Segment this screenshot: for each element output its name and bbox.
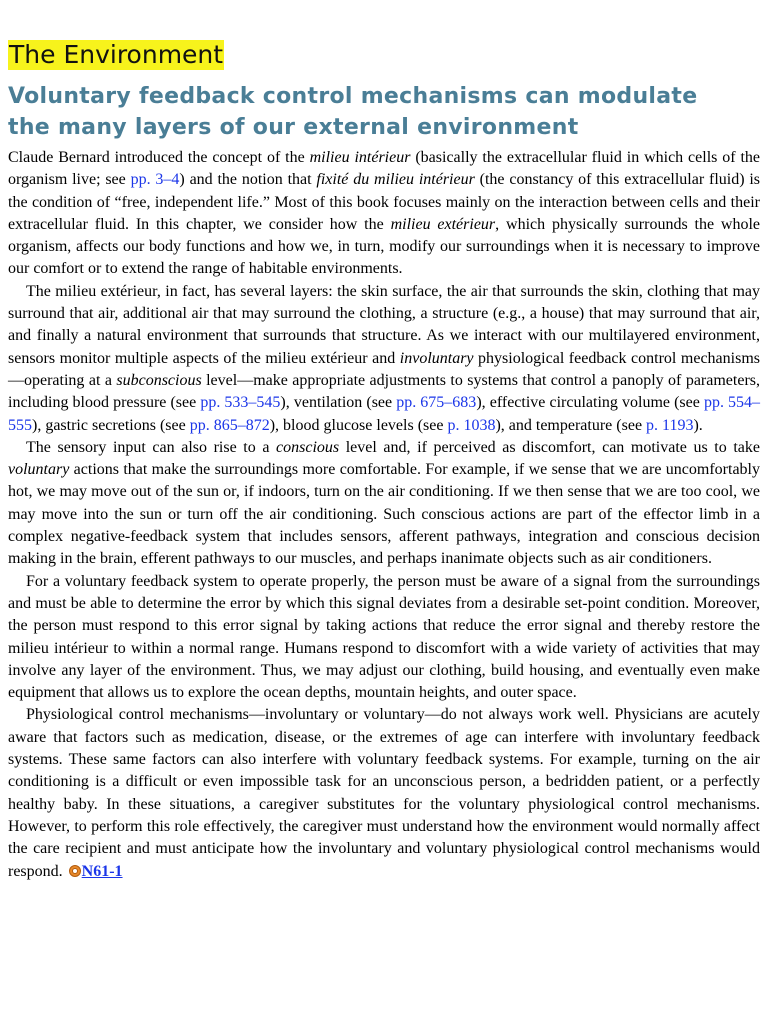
- page-link[interactable]: pp. 554–555: [8, 394, 761, 434]
- page-link[interactable]: pp. 533–545: [200, 394, 281, 412]
- text-run: ).: [693, 416, 703, 434]
- page-link[interactable]: p. 1193: [646, 416, 694, 434]
- page-link[interactable]: p. 1038: [447, 416, 496, 434]
- text-run: (basically the extracellular fluid in which cells of the organism live; see: [8, 149, 761, 189]
- paragraph-5: [8, 704, 760, 882]
- text-run: , which physically surrounds the whole organism, affects our body functions and how we, in turn, modify our surroundings when it is necessary to improve our comfort or to extend the range of habitable environments.: [8, 215, 761, 278]
- page-link[interactable]: pp. 675–683: [396, 394, 477, 412]
- text-run: ), and temperature (see: [495, 416, 647, 434]
- emphasis: voluntary: [8, 461, 70, 479]
- emphasis: subconscious: [116, 371, 202, 389]
- text-run: The sensory input can also rise to a: [26, 438, 277, 456]
- text-run: The milieu extérieur, in fact, has several layers: the skin surface, the air that surrounds the skin, clothing that may surround that air, additional air that may surround the clothing, a structure (e.g., a house) that may surround that air, and finally a natural environment that surrounds that structure. As we interact with our multilayered environment, sensors monitor multiple aspects of the milieu extérieur and: [8, 282, 760, 367]
- section-title-line-1: Voluntary feedback control mechanisms can modulate: [8, 84, 698, 109]
- page-link[interactable]: pp. 3–4: [130, 171, 180, 189]
- section-title: [8, 81, 760, 143]
- text-run: ), effective circulating volume (see: [476, 394, 704, 412]
- emphasis: involuntary: [399, 349, 474, 367]
- paragraph-4: [8, 571, 760, 705]
- note-reference-link[interactable]: [69, 863, 123, 880]
- emphasis: milieu intérieur: [309, 149, 411, 166]
- note-icon: [69, 865, 81, 877]
- emphasis: fixité du milieu intérieur: [316, 171, 475, 189]
- emphasis: milieu extérieur: [390, 215, 496, 233]
- text-run: ), ventilation (see: [280, 394, 397, 412]
- text-run: Claude Bernard introduced the concept of the: [8, 149, 310, 166]
- body-text: [8, 147, 760, 883]
- emphasis: conscious: [276, 438, 340, 456]
- chapter-title: The Environment: [9, 40, 224, 69]
- note-reference-label: N61-1: [81, 862, 123, 880]
- text-run: actions that make the surroundings more comfortable. For example, if we sense that we are uncomfortably hot, we may move out of the sun or, if indoors, turn on the air conditioning. If we then sense that we are too cool, we may move into the sun or turn off the air conditioning. Such conscious actions are part of the effector limb in a complex negative-feedback system that includes sensors, afferent pathways, integration and conscious decision making in the brain, efferent pathways to our muscles, and perhaps inanimate objects such as air conditioners.: [8, 461, 760, 568]
- text-run: physiological feedback control mechanisms—operating at a: [8, 349, 761, 389]
- text-run: ), blood glucose levels (see: [269, 416, 448, 434]
- text-run: Physiological control mechanisms—involuntary or voluntary—do not always work well. Physicians are acutely aware that factors such as medication, disease, or the extremes of age can interfere with involuntary feedback systems. These same factors can also interfere with voluntary feedback systems. For example, turning on the air conditioning is a difficult or even impossible task for an unconscious person, a bedridden patient, or a perfectly healthy baby. In these situations, a caregiver substitutes for the voluntary physiological control mechanisms. However, to perform this role effectively, the caregiver must understand how the environment would normally affect the care recipient and must anticipate how the involuntary and voluntary physiological control mechanisms would respond.: [8, 706, 760, 880]
- text-run: ), gastric secretions (see: [32, 416, 190, 434]
- paragraph-1: [8, 147, 760, 281]
- section-title-line-2: the many layers of our external environment: [8, 115, 579, 140]
- text-run: ) and the notion that: [179, 171, 317, 189]
- paragraph-3: [8, 437, 760, 571]
- text-run: For a voluntary feedback system to operate properly, the person must be aware of a signal from the surroundings and must be able to determine the error by which this signal deviates from a desirable set-point condition. Moreover, the person must respond to this error signal by taking actions that reduce the error signal and thereby restore the milieu intérieur to within a normal range. Humans respond to discomfort with a wide variety of activities that may involve any layer of the environment. Thus, we may adjust our clothing, build housing, and eventually even make equipment that allows us to explore the ocean depths, mountain heights, and outer space.: [8, 572, 760, 702]
- paragraph-2: [8, 281, 760, 437]
- page-link[interactable]: pp. 865–872: [189, 416, 270, 434]
- page-content: [8, 40, 760, 883]
- text-run: level and, if perceived as discomfort, can motivate us to take: [339, 438, 760, 456]
- text-run: (the constancy of this extracellular fluid) is the condition of “free, independent life.” Most of this book focuses mainly on the interaction between cells and their extracellular fluid. In this chapter, we consider how the: [8, 171, 761, 233]
- text-run: level—make appropriate adjustments to systems that control a panoply of parameters, including blood pressure (see: [8, 371, 760, 412]
